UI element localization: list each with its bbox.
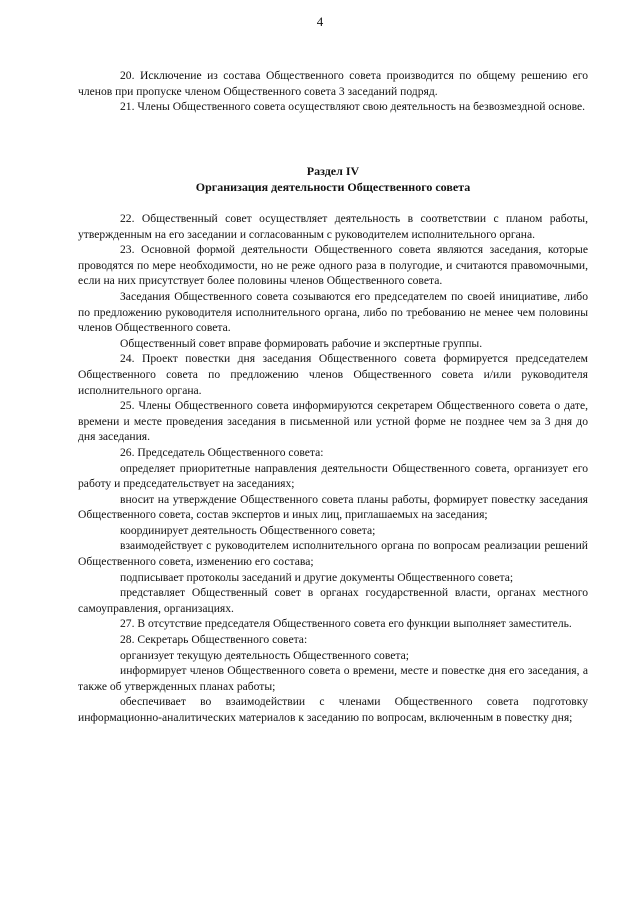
list-item-chair-duty: взаимодействует с руководителем исполнительного органа по вопросам реализации решений Общественного совета, изменению его состава;	[78, 539, 588, 569]
paragraph-27: 27. В отсутствие председателя Общественного совета его функции выполняет заместитель.	[120, 617, 572, 631]
paragraph-21: 21. Члены Общественного совета осуществляют свою деятельность на безвозмездной основе.	[120, 100, 586, 114]
paragraph-group-top	[78, 68, 588, 115]
paragraph-meetings-convened: Заседания Общественного совета созываются его председателем по своей инициативе, либо по предложению руководителя исполнительного органа, либо по требованию не менее чем половины членов Общественного совета.	[78, 289, 588, 335]
list-item-chair-duty: подписывает протоколы заседаний и другие документы Общественного совета;	[120, 570, 514, 584]
list-item-secretary-duty: информирует членов Общественного совета о времени, месте и повестке дня его заседания, а также об утвержденных планах работы;	[78, 664, 588, 693]
section-heading	[78, 163, 588, 195]
section-title: Организация деятельности Общественного совета	[195, 180, 471, 194]
paragraph-26: 26. Председатель Общественного совета:	[120, 445, 324, 459]
list-item-chair-duty: определяет приоритетные направления деятельности Общественного совета, организует его работу и председательствует на заседаниях;	[78, 461, 588, 491]
list-item-chair-duty: координирует деятельность Общественного совета;	[120, 523, 376, 537]
list-item-secretary-duty: обеспечивает во взаимодействии с членами Общественного совета подготовку информационно-аналитических материалов к заседанию по вопросам, включенным в повестку дня;	[78, 695, 588, 724]
list-item-chair-duty: представляет Общественный совет в органах государственной власти, органах местного самоуправления, организациях.	[78, 586, 588, 615]
paragraph-20: 20. Исключение из состава Общественного совета производится по общему решению его членов при пропуске членом Общественного совета 3 заседаний подряд.	[78, 69, 588, 98]
page-number: 4	[316, 14, 324, 29]
paragraph-22: 22. Общественный совет осуществляет деятельность в соответствии с планом работы, утвержденным на его заседании и согласованным с руководителем исполнительного органа.	[78, 212, 588, 241]
paragraph-28: 28. Секретарь Общественного совета:	[120, 633, 308, 647]
list-item-chair-duty: вносит на утверждение Общественного совета планы работы, формирует повестку заседания Общественного совета, состав экспертов и иных лиц, приглашаемых на заседания;	[78, 492, 588, 522]
paragraph-group-body	[78, 211, 588, 726]
paragraph-working-groups: Общественный совет вправе формировать рабочие и экспертные группы.	[120, 336, 483, 350]
paragraph-25: 25. Члены Общественного совета информируются секретарем Общественного совета о дате, времени и месте проведения заседания в письменной или устной форме не позднее чем за 3 дня до дня заседания.	[78, 399, 588, 444]
section-number: Раздел IV	[306, 164, 360, 178]
list-item-secretary-duty: организует текущую деятельность Общественного совета;	[120, 648, 409, 662]
paragraph-23: 23. Основной формой деятельности Общественного совета являются заседания, которые проводятся по мере необходимости, но не реже одного раза в полугодие, и считаются правомочными, если на них присутствует более половины членов Общественного совета.	[78, 243, 588, 288]
paragraph-24: 24. Проект повестки дня заседания Общественного совета формируется председателем Общественного совета по предложению членов Общественного совета и/или руководителя исполнительного органа.	[78, 352, 588, 397]
